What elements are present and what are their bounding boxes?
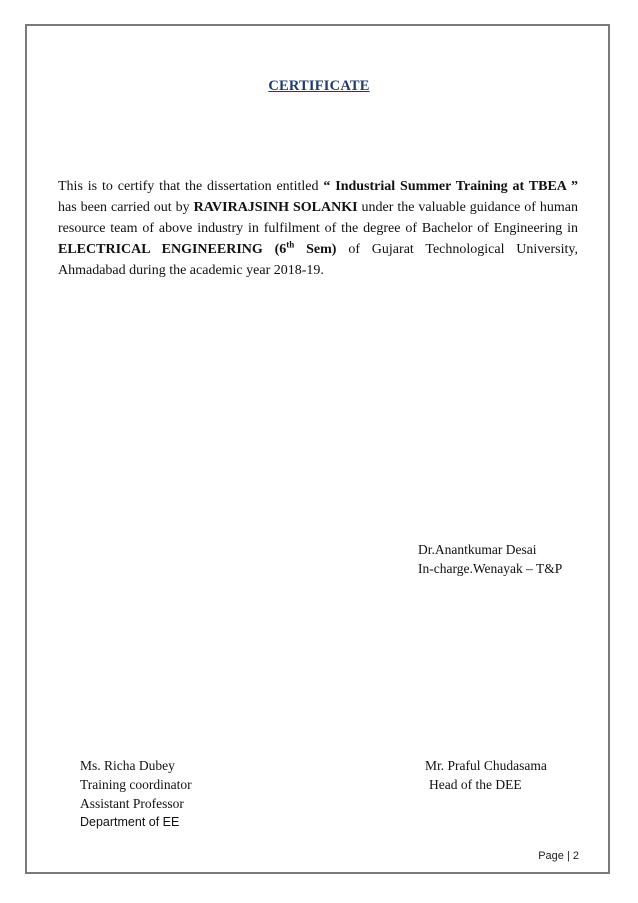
certificate-title: CERTIFICATE xyxy=(268,78,370,94)
chudasama-name: Mr. Praful Chudasama xyxy=(425,758,547,773)
signature-chudasama xyxy=(425,756,547,794)
page-border xyxy=(25,24,610,874)
branch-close: Sem) xyxy=(306,242,337,257)
desai-role: In-charge.Wenayak – T&P xyxy=(418,561,563,576)
signature-dubey xyxy=(80,756,192,832)
dubey-department: Department of EE xyxy=(80,815,180,829)
chudasama-role: Head of the DEE xyxy=(429,777,522,792)
body-intro: This is to certify that the dissertation entitled xyxy=(58,179,319,194)
body-guidance: under the valuable guidance of human resource team of above industry in fulfilment of the degree of Bachelor of Engineering in xyxy=(58,200,578,236)
student-name: RAVIRAJSINH SOLANKI xyxy=(193,200,358,215)
page-number: Page | 2 xyxy=(538,850,579,862)
dubey-title: Assistant Professor xyxy=(80,796,184,811)
dubey-name: Ms. Richa Dubey xyxy=(80,758,175,773)
body-university: of Gujarat Technological University, Ahmadabad during the academic year 2018-19. xyxy=(58,242,579,278)
certificate-body xyxy=(58,176,578,281)
signature-desai xyxy=(418,540,562,578)
branch-open: ELECTRICAL ENGINEERING (6 xyxy=(58,242,287,257)
branch-name xyxy=(58,239,337,257)
body-has-been: has been carried out by xyxy=(58,200,190,215)
desai-name: Dr.Anantkumar Desai xyxy=(418,542,537,557)
branch-sup: th xyxy=(286,239,295,250)
dissertation-title: “ Industrial Summer Training at TBEA ” xyxy=(323,179,579,194)
dubey-role: Training coordinator xyxy=(80,777,192,792)
